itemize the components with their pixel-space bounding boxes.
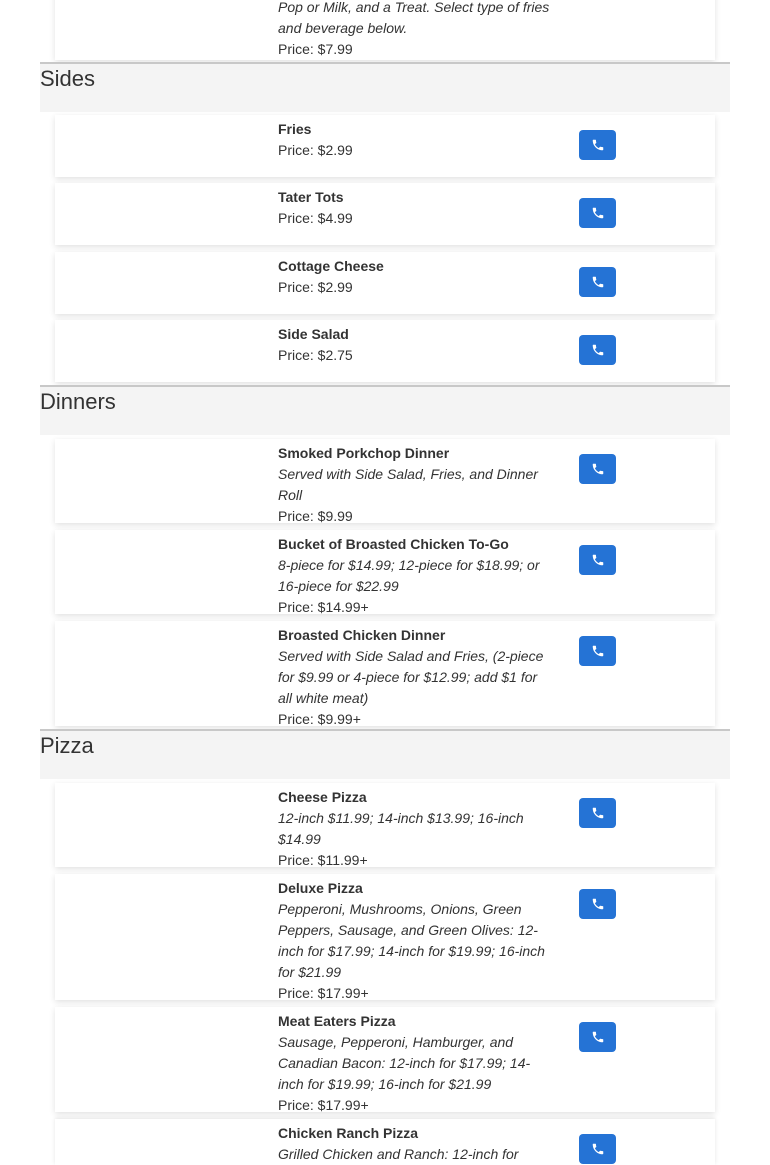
menu-item-card — [55, 183, 715, 245]
call-button[interactable] — [579, 198, 616, 228]
menu-item-card — [55, 530, 715, 614]
menu-item-card — [55, 320, 715, 382]
section-title: Sides — [40, 66, 96, 91]
menu-item-card — [55, 1007, 715, 1112]
menu-item-description: Served with Side Salad, Fries, and Dinner Roll — [278, 466, 538, 503]
menu-item-price: Price: $17.99+ — [278, 1097, 369, 1113]
phone-icon — [591, 343, 605, 357]
menu-item-name: Smoked Porkchop Dinner — [278, 445, 450, 461]
menu-item-price: Price: $17.99+ — [278, 985, 369, 1001]
menu-item-price: Price: $9.99+ — [278, 711, 361, 727]
menu-item-info — [278, 534, 550, 618]
menu-item-info — [278, 443, 550, 527]
phone-icon — [591, 1142, 605, 1156]
section-header-dinners — [40, 385, 730, 435]
menu-item-name: Broasted Chicken Dinner — [278, 627, 446, 643]
menu-item-name: Deluxe Pizza — [278, 880, 363, 896]
menu-item-info — [278, 0, 550, 60]
call-button[interactable] — [579, 1134, 616, 1164]
menu-item-card — [55, 0, 715, 60]
call-button[interactable] — [579, 267, 616, 297]
menu-item-price: Price: $7.99 — [278, 41, 353, 57]
menu-item-name: Bucket of Broasted Chicken To-Go — [278, 536, 509, 552]
phone-icon — [591, 462, 605, 476]
phone-icon — [591, 806, 605, 820]
section-title: Dinners — [40, 389, 116, 414]
menu-item-card — [55, 783, 715, 867]
phone-icon — [591, 138, 605, 152]
menu-item-price: Price: $2.99 — [278, 142, 353, 158]
menu-item-info — [278, 256, 550, 298]
menu-item-card — [55, 252, 715, 314]
menu-item-info — [278, 187, 550, 229]
menu-item-info — [278, 625, 550, 730]
call-button[interactable] — [579, 798, 616, 828]
menu-item-card — [55, 115, 715, 177]
menu-item-price: Price: $4.99 — [278, 210, 353, 226]
phone-icon — [591, 644, 605, 658]
menu-item-card — [55, 874, 715, 1000]
menu-item-price: Price: $2.99 — [278, 279, 353, 295]
menu-item-info — [278, 324, 550, 366]
menu-item-info — [278, 1011, 550, 1116]
section-title: Pizza — [40, 733, 94, 758]
menu-item-name: Cottage Cheese — [278, 258, 384, 274]
menu-item-description: Served with Side Salad and Fries, (2-piece for $9.99 or 4-piece for $12.99; add $1 for all white meat) — [278, 648, 544, 706]
menu-item-name: Cheese Pizza — [278, 789, 367, 805]
menu-item-description: Grilled Chicken and Ranch: 12-inch for — [278, 1146, 519, 1162]
menu-item-info — [278, 1123, 550, 1165]
menu-item-info — [278, 787, 550, 871]
menu-item-name: Fries — [278, 121, 312, 137]
call-button[interactable] — [579, 1022, 616, 1052]
menu-item-price: Price: $14.99+ — [278, 599, 369, 615]
menu-item-name: Meat Eaters Pizza — [278, 1013, 396, 1029]
section-header-pizza — [40, 729, 730, 779]
menu-item-card — [55, 1119, 715, 1165]
menu-item-description: Sausage, Pepperoni, Hamburger, and Canadian Bacon: 12-inch for $17.99; 14-inch for $19.99; 16-inch for $21.99 — [278, 1034, 531, 1092]
menu-item-card — [55, 621, 715, 726]
call-button[interactable] — [579, 130, 616, 160]
phone-icon — [591, 897, 605, 911]
menu-item-card — [55, 439, 715, 523]
menu-item-description: 12-inch $11.99; 14-inch $13.99; 16-inch $14.99 — [278, 810, 524, 847]
menu-item-name: Tater Tots — [278, 189, 344, 205]
menu-item-description: Pop or Milk, and a Treat. Select type of fries and beverage below. — [278, 0, 550, 36]
menu-item-price: Price: $11.99+ — [278, 852, 368, 868]
menu-item-info — [278, 119, 550, 161]
phone-icon — [591, 553, 605, 567]
phone-icon — [591, 275, 605, 289]
menu-item-description: 8-piece for $14.99; 12-piece for $18.99; or 16-piece for $22.99 — [278, 557, 540, 594]
menu-item-description: Pepperoni, Mushrooms, Onions, Green Peppers, Sausage, and Green Olives: 12-inch for $17.99; 14-inch for $19.99; 16-inch for $21.99 — [278, 901, 545, 980]
menu-item-price: Price: $2.75 — [278, 347, 353, 363]
phone-icon — [591, 206, 605, 220]
menu-item-info — [278, 878, 550, 1004]
call-button[interactable] — [579, 889, 616, 919]
call-button[interactable] — [579, 454, 616, 484]
section-header-sides — [40, 62, 730, 112]
menu-item-name: Chicken Ranch Pizza — [278, 1125, 419, 1141]
call-button[interactable] — [579, 335, 616, 365]
call-button[interactable] — [579, 636, 616, 666]
call-button[interactable] — [579, 545, 616, 575]
menu-item-price: Price: $9.99 — [278, 508, 353, 524]
menu-item-name: Side Salad — [278, 326, 349, 342]
phone-icon — [591, 1030, 605, 1044]
